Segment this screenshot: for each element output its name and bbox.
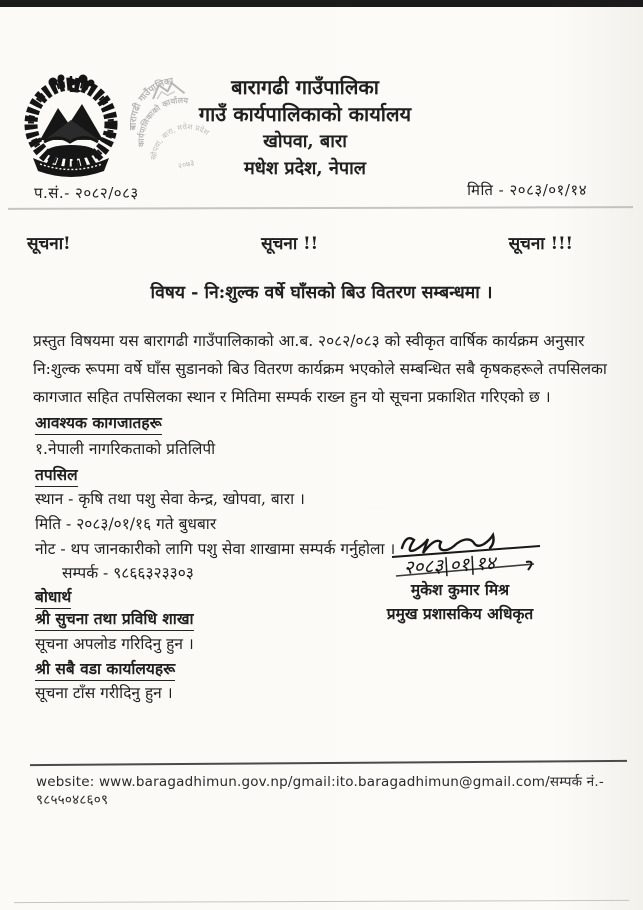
scan-bottom-edge: [14, 900, 629, 903]
tapasil-heading-text: तपसिल: [35, 463, 78, 487]
scan-top-edge: [0, 0, 643, 7]
org-name: बारागढी गाउँपालिका: [231, 75, 379, 99]
tapasil-contact: सम्पर्क - ९८६६३२३३०३: [62, 564, 194, 582]
svg-text:बारागढी गाउँपालिका: बारागढी गाउँपालिका: [128, 76, 175, 131]
body-line-1: प्रस्तुत विषयमा यस बारागढी गाउँपालिकाको आ.ब. २०८२/०८३ को स्वीकृत वार्षिक कार्यक्रम अनुसार: [33, 332, 585, 350]
required-docs-heading: [35, 411, 162, 435]
org-province: मधेश प्रदेश, नेपाल: [244, 158, 366, 179]
org-office: गाउँ कार्यपालिकाको कार्यालय: [198, 102, 412, 126]
svg-text:खोपवा, बारा, मधेश प्रदेश: खोपवा, बारा, मधेश प्रदेश: [148, 122, 211, 161]
cc-action-1: सूचना अपलोड गरिदिनु हुन ।: [35, 635, 194, 653]
notice-2: सूचना !!: [261, 234, 319, 254]
bodhartha-heading: [35, 585, 71, 609]
letterhead: [150, 74, 460, 182]
signature-scribble: [388, 524, 548, 582]
tapasil-location: स्थान - कृषि तथा पशु सेवा केन्द्र, खोपवा, बारा ।: [35, 490, 305, 508]
nepal-emblem-icon: [20, 66, 122, 180]
bodhartha-heading-text: बोधार्थ: [35, 585, 71, 609]
signature-handwritten-date: २०८३|०१|१४: [403, 552, 496, 579]
required-docs-heading-text: आवश्यक कागजातहरू: [35, 411, 162, 435]
tapasil-date: मिति - २०८३/०१/१६ गते बुधबार: [35, 515, 217, 533]
notice-3: सूचना !!!: [508, 234, 573, 254]
cc-recipient-1: [35, 607, 194, 631]
body-paragraph: [33, 327, 615, 411]
cc-recipient-2-text: श्री सबै वडा कार्यालयहरू: [35, 657, 175, 681]
cc-action-2: सूचना टाँस गरीदिनु हुन ।: [35, 684, 173, 702]
tapasil-note: नोट - थप जानकारीको लागि पशु सेवा शाखामा सम्पर्क गर्नुहोला ।: [35, 540, 396, 558]
ref-number: प.सं.- २०८२/०८३: [34, 184, 139, 202]
svg-text:२०७३: २०७३: [176, 158, 196, 171]
body-line-3: कागजात सहित तपसिलका स्थान र मितिमा सम्पर्क राख्न हुन यो सूचना प्रकाशित गरिएको छ ।: [33, 388, 551, 406]
signature-ink-icon: [388, 524, 548, 582]
svg-text:कार्यपालिकाको कार्यालय: कार्यपालिकाको कार्यालय: [135, 94, 189, 147]
header-divider: [8, 206, 633, 210]
org-address: खोपवा, बारा: [263, 131, 347, 152]
signatory-name: मुकेश कुमार मिश्र: [410, 580, 510, 599]
cc-recipient-2: [35, 657, 175, 681]
tapasil-heading: [35, 463, 78, 487]
footer-contact-line: website: www.baragadhimun.gov.np/gmail:ito.baragadhimun@gmail.com/सम्पर्क नं.- ९८५५०४८६०९: [36, 774, 604, 808]
subject-line: विषय - नि:शुल्क वर्षे घाँसको बिउ वितरण सम्बन्धमा ।: [150, 283, 493, 303]
national-emblem: [20, 66, 122, 180]
cc-recipient-1-text: श्री सुचना तथा प्रविधि शाखा: [35, 607, 194, 631]
doc-item-1: १.नेपाली नागरिकताको प्रतिलिपी: [35, 440, 216, 458]
footer-divider: [30, 760, 627, 766]
notice-row: [27, 231, 573, 254]
signatory-title: प्रमुख प्रशासकिय अधिकृत: [386, 604, 534, 623]
issue-date: मिति - २०८३/०१/१४: [467, 181, 587, 199]
body-line-2: नि:शुल्क रूपमा वर्षे घाँस सुडानको बिउ वितरण कार्यक्रम भएकोले सम्बन्धित सबै कृषकहरूले तपसिलका: [33, 360, 607, 378]
notice-1: सूचना!: [27, 234, 71, 254]
